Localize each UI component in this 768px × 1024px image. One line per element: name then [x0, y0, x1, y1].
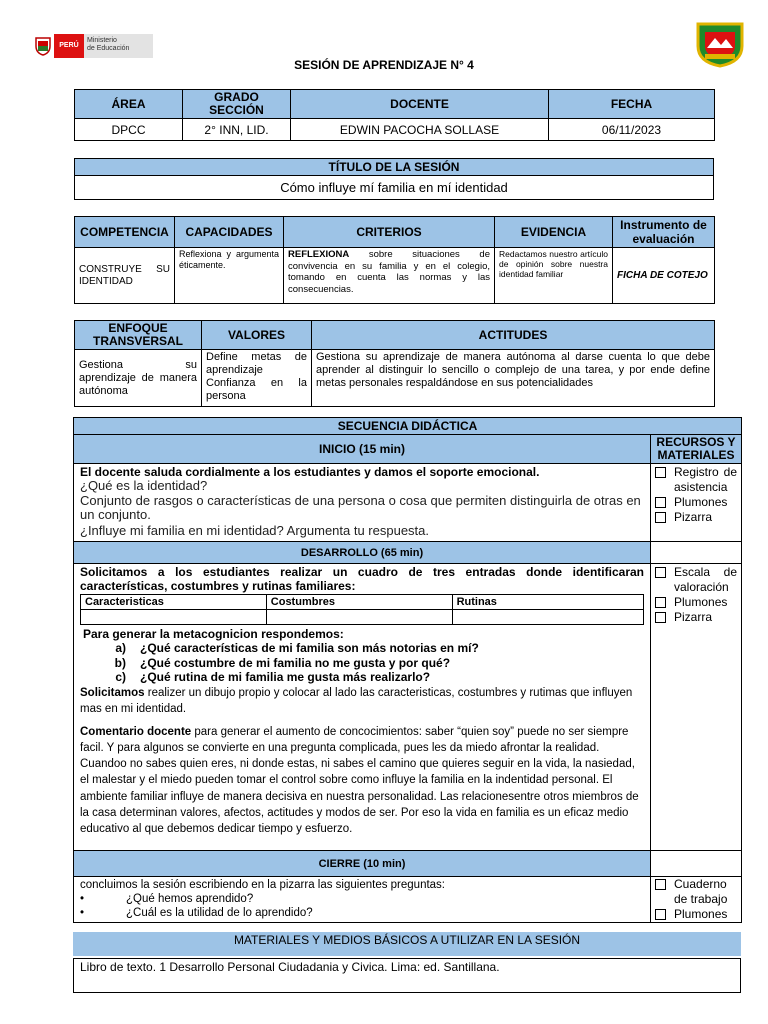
materiales-header: MATERIALES Y MEDIOS BÁSICOS A UTILIZAR EN LA SESIÓN [73, 932, 741, 956]
desarrollo-header: DESARROLLO (65 min) [74, 542, 651, 564]
recurso-item [655, 495, 737, 510]
cierre-bullet-text: ¿Qué hemos aprendido? [126, 893, 254, 905]
valores-item-2: Confianza en la persona [206, 377, 307, 402]
valores-header: VALORES [202, 321, 312, 350]
recurso-label: Plumones [674, 907, 728, 921]
inicio-content [74, 464, 651, 542]
inicio-p1: El docente saluda cordialmente a los estudiantes y damos el soporte emocional. [80, 465, 540, 479]
grado-header-line1: GRADO [214, 90, 259, 104]
metacognicion-questions [80, 641, 644, 685]
instrumento-value: FICHA DE COTEJO [613, 248, 715, 304]
capacidades-header: CAPACIDADES [175, 217, 284, 248]
grado-header-line2: SECCIÓN [209, 103, 264, 117]
titulo-header: TÍTULO DE LA SESIÓN [75, 159, 714, 176]
bullet-icon: • [80, 907, 85, 919]
cierre-content [74, 877, 651, 923]
solicitamos-bold: Solicitamos [80, 686, 145, 699]
enfoque-value: Gestiona su aprendizaje de manera autónoma [75, 350, 202, 407]
recurso-item [655, 565, 737, 595]
question-text: ¿Qué características de mi familia son más notorias en mí? [140, 641, 479, 655]
question-letter: b) [114, 655, 126, 670]
checkbox-icon [655, 909, 666, 920]
checkbox-icon [655, 497, 666, 508]
checkbox-icon [655, 597, 666, 608]
evidencia-header: EVIDENCIA [495, 217, 613, 248]
metacognicion-question [80, 641, 644, 656]
three-entry-cell [81, 610, 267, 625]
comentario-paragraph [80, 724, 644, 838]
recursos-header: RECURSOS Y MATERIALES [651, 435, 742, 464]
three-entry-cell [266, 610, 452, 625]
instrumento-header: Instrumento de evaluación [613, 217, 715, 248]
shield-icon [34, 36, 52, 56]
ministry-banner [54, 34, 153, 58]
docente-header: DOCENTE [291, 90, 549, 119]
materiales-box [73, 958, 741, 993]
cierre-header-empty [651, 851, 742, 877]
secuencia-table [73, 417, 742, 923]
cierre-recursos [651, 877, 742, 923]
materiales-value: Libro de texto. 1 Desarrollo Personal Ciudadania y Civica. Lima: ed. Santillana. [80, 960, 500, 974]
recurso-label: Pizarra [674, 510, 713, 524]
desarrollo-header-empty [651, 542, 742, 564]
three-entry-header: Costumbres [266, 595, 452, 610]
recurso-item [655, 595, 737, 610]
competencia-table [74, 216, 715, 304]
fecha-value: 06/11/2023 [549, 119, 715, 141]
desarrollo-recursos [651, 564, 742, 851]
valores-value [202, 350, 312, 407]
peru-label: PERÚ [54, 34, 84, 58]
question-letter: a) [115, 641, 126, 655]
competencia-value: CONSTRUYE SU IDENTIDAD [75, 248, 175, 304]
question-text: ¿Qué costumbre de mi familia no me gusta y por qué? [140, 655, 451, 670]
ministry-name-line1: Ministerio [87, 37, 117, 44]
checkbox-icon [655, 512, 666, 523]
recurso-item [655, 877, 737, 907]
inicio-p2: ¿Qué es la identidad? [80, 478, 208, 493]
titulo-value: Cómo influye mí familia en mí identidad [75, 176, 714, 200]
enfoque-header: ENFOQUE TRANSVERSAL [75, 321, 202, 350]
criterios-value [284, 248, 495, 304]
cierre-bullets [80, 892, 644, 920]
recurso-label: Cuaderno de trabajo [674, 877, 728, 906]
docente-value: EDWIN PACOCHA SOLLASE [291, 119, 549, 141]
actitudes-header: ACTITUDES [312, 321, 715, 350]
desarrollo-intro: Solicitamos a los estudiantes realizar un cuadro de tres entradas donde identificaran características, costumbres y rutinas familiares: [80, 565, 644, 593]
three-entry-cell [452, 610, 643, 625]
ministry-name-line2: de Educación [87, 45, 130, 52]
area-header: ÁREA [75, 90, 183, 119]
three-entry-table [80, 594, 644, 625]
evidencia-value: Redactamos nuestro artículo de opinión sobre nuestra identidad familiar [495, 248, 613, 304]
cierre-intro: concluimos la sesión escribiendo en la pizarra las siguientes preguntas: [80, 879, 446, 891]
bullet-icon: • [80, 893, 85, 905]
ministry-name [87, 37, 129, 53]
inicio-p4: ¿Influye mi familia en mi identidad? Argumenta tu respuesta. [80, 522, 430, 538]
cierre-bullet [80, 892, 644, 906]
ministry-logo [34, 34, 153, 58]
three-entry-header: Caracteristicas [81, 595, 267, 610]
grado-header [183, 90, 291, 119]
metacognicion-question [80, 656, 644, 671]
recurso-item [655, 465, 737, 495]
area-value: DPCC [75, 119, 183, 141]
checkbox-icon [655, 467, 666, 478]
grado-value: 2° INN, LID. [183, 119, 291, 141]
recurso-item [655, 510, 737, 525]
recurso-label: Escala de valoración [674, 565, 737, 594]
comentario-bold: Comentario docente [80, 725, 192, 738]
valores-item-1: Define metas de aprendizaje [206, 351, 307, 376]
recurso-label: Pizarra [674, 610, 713, 624]
recurso-label: Registro de asistencia [674, 465, 737, 494]
fecha-header: FECHA [549, 90, 715, 119]
enfoque-table [74, 320, 715, 407]
inicio-p3: Conjunto de rasgos o características de una persona o cosa que permiten distinguirla de otras en un conjunto. [80, 492, 641, 522]
checkbox-icon [655, 567, 666, 578]
secuencia-header: SECUENCIA DIDÁCTICA [74, 418, 742, 435]
info-table [74, 89, 715, 141]
recurso-label: Plumones [674, 595, 728, 609]
cierre-bullet-text: ¿Cuál es la utilidad de lo aprendido? [126, 907, 313, 919]
cierre-bullet [80, 906, 644, 920]
metacognicion-title: Para generar la metacognicion respondemos: [83, 627, 344, 641]
three-entry-header: Rutinas [452, 595, 643, 610]
criterios-header: CRITERIOS [284, 217, 495, 248]
recurso-label: Plumones [674, 495, 728, 509]
desarrollo-content [74, 564, 651, 851]
recurso-item [655, 907, 737, 922]
recurso-item [655, 610, 737, 625]
titulo-table [74, 158, 714, 200]
solicitamos-rest: realizer un dibujo propio y colocar al lado las caracteristicas, costumbres y rutimas que influyen mas en mi identidad. [80, 686, 633, 715]
cierre-header: CIERRE (10 min) [74, 851, 651, 877]
solicitamos-paragraph [80, 685, 644, 717]
criterios-rest: sobre situaciones de convivencia en su familia y en el colegio, tomando en cuenta las normas y las consecuencias. [288, 249, 490, 295]
inicio-recursos [651, 464, 742, 542]
question-text: ¿Qué rutina de mi familia me gusta más realizarlo? [140, 670, 431, 684]
checkbox-icon [655, 612, 666, 623]
metacognicion-question [80, 670, 644, 685]
actitudes-value: Gestiona su aprendizaje de manera autónoma al darse cuenta lo que debe aprender al distinguir lo sencillo o complejo de una tarea, y por ende define metas personales respaldándose en sus potencialidades [312, 350, 715, 407]
question-letter: c) [115, 670, 126, 684]
inicio-header: INICIO (15 min) [74, 435, 651, 464]
criterios-bold: REFLEXIONA [288, 249, 350, 260]
checkbox-icon [655, 879, 666, 890]
competencia-header: COMPETENCIA [75, 217, 175, 248]
comentario-rest: para generar el aumento de concocimientos: saber “quien soy” puede no ser siempre facil. Y para algunos se convierte en una pregunta complicada, pues les da miedo afrontar la realidad. Cuandoo no sabes quien eres, ni donde estas, ni sabes el camino que quieres seguir en la vida, la nasiedad, el malestar y el miedo pueden tomar el control sobre como influye la familia en la indentidad personal. El ambiente familiar influye de manera decisiva en nuestra personalidad. Las relacionesentre otros miembros de la casa determinan valores, afectos, actitudes y modos de ser. Por eso la vida en familia es un eficaz medio educativo al que debemos dedicar tiempo y esfuerzo. [80, 725, 639, 836]
capacidades-value: Reflexiona y argumenta éticamente. [175, 248, 284, 304]
page-title: SESIÓN DE APRENDIZAJE N° 4 [294, 58, 474, 72]
